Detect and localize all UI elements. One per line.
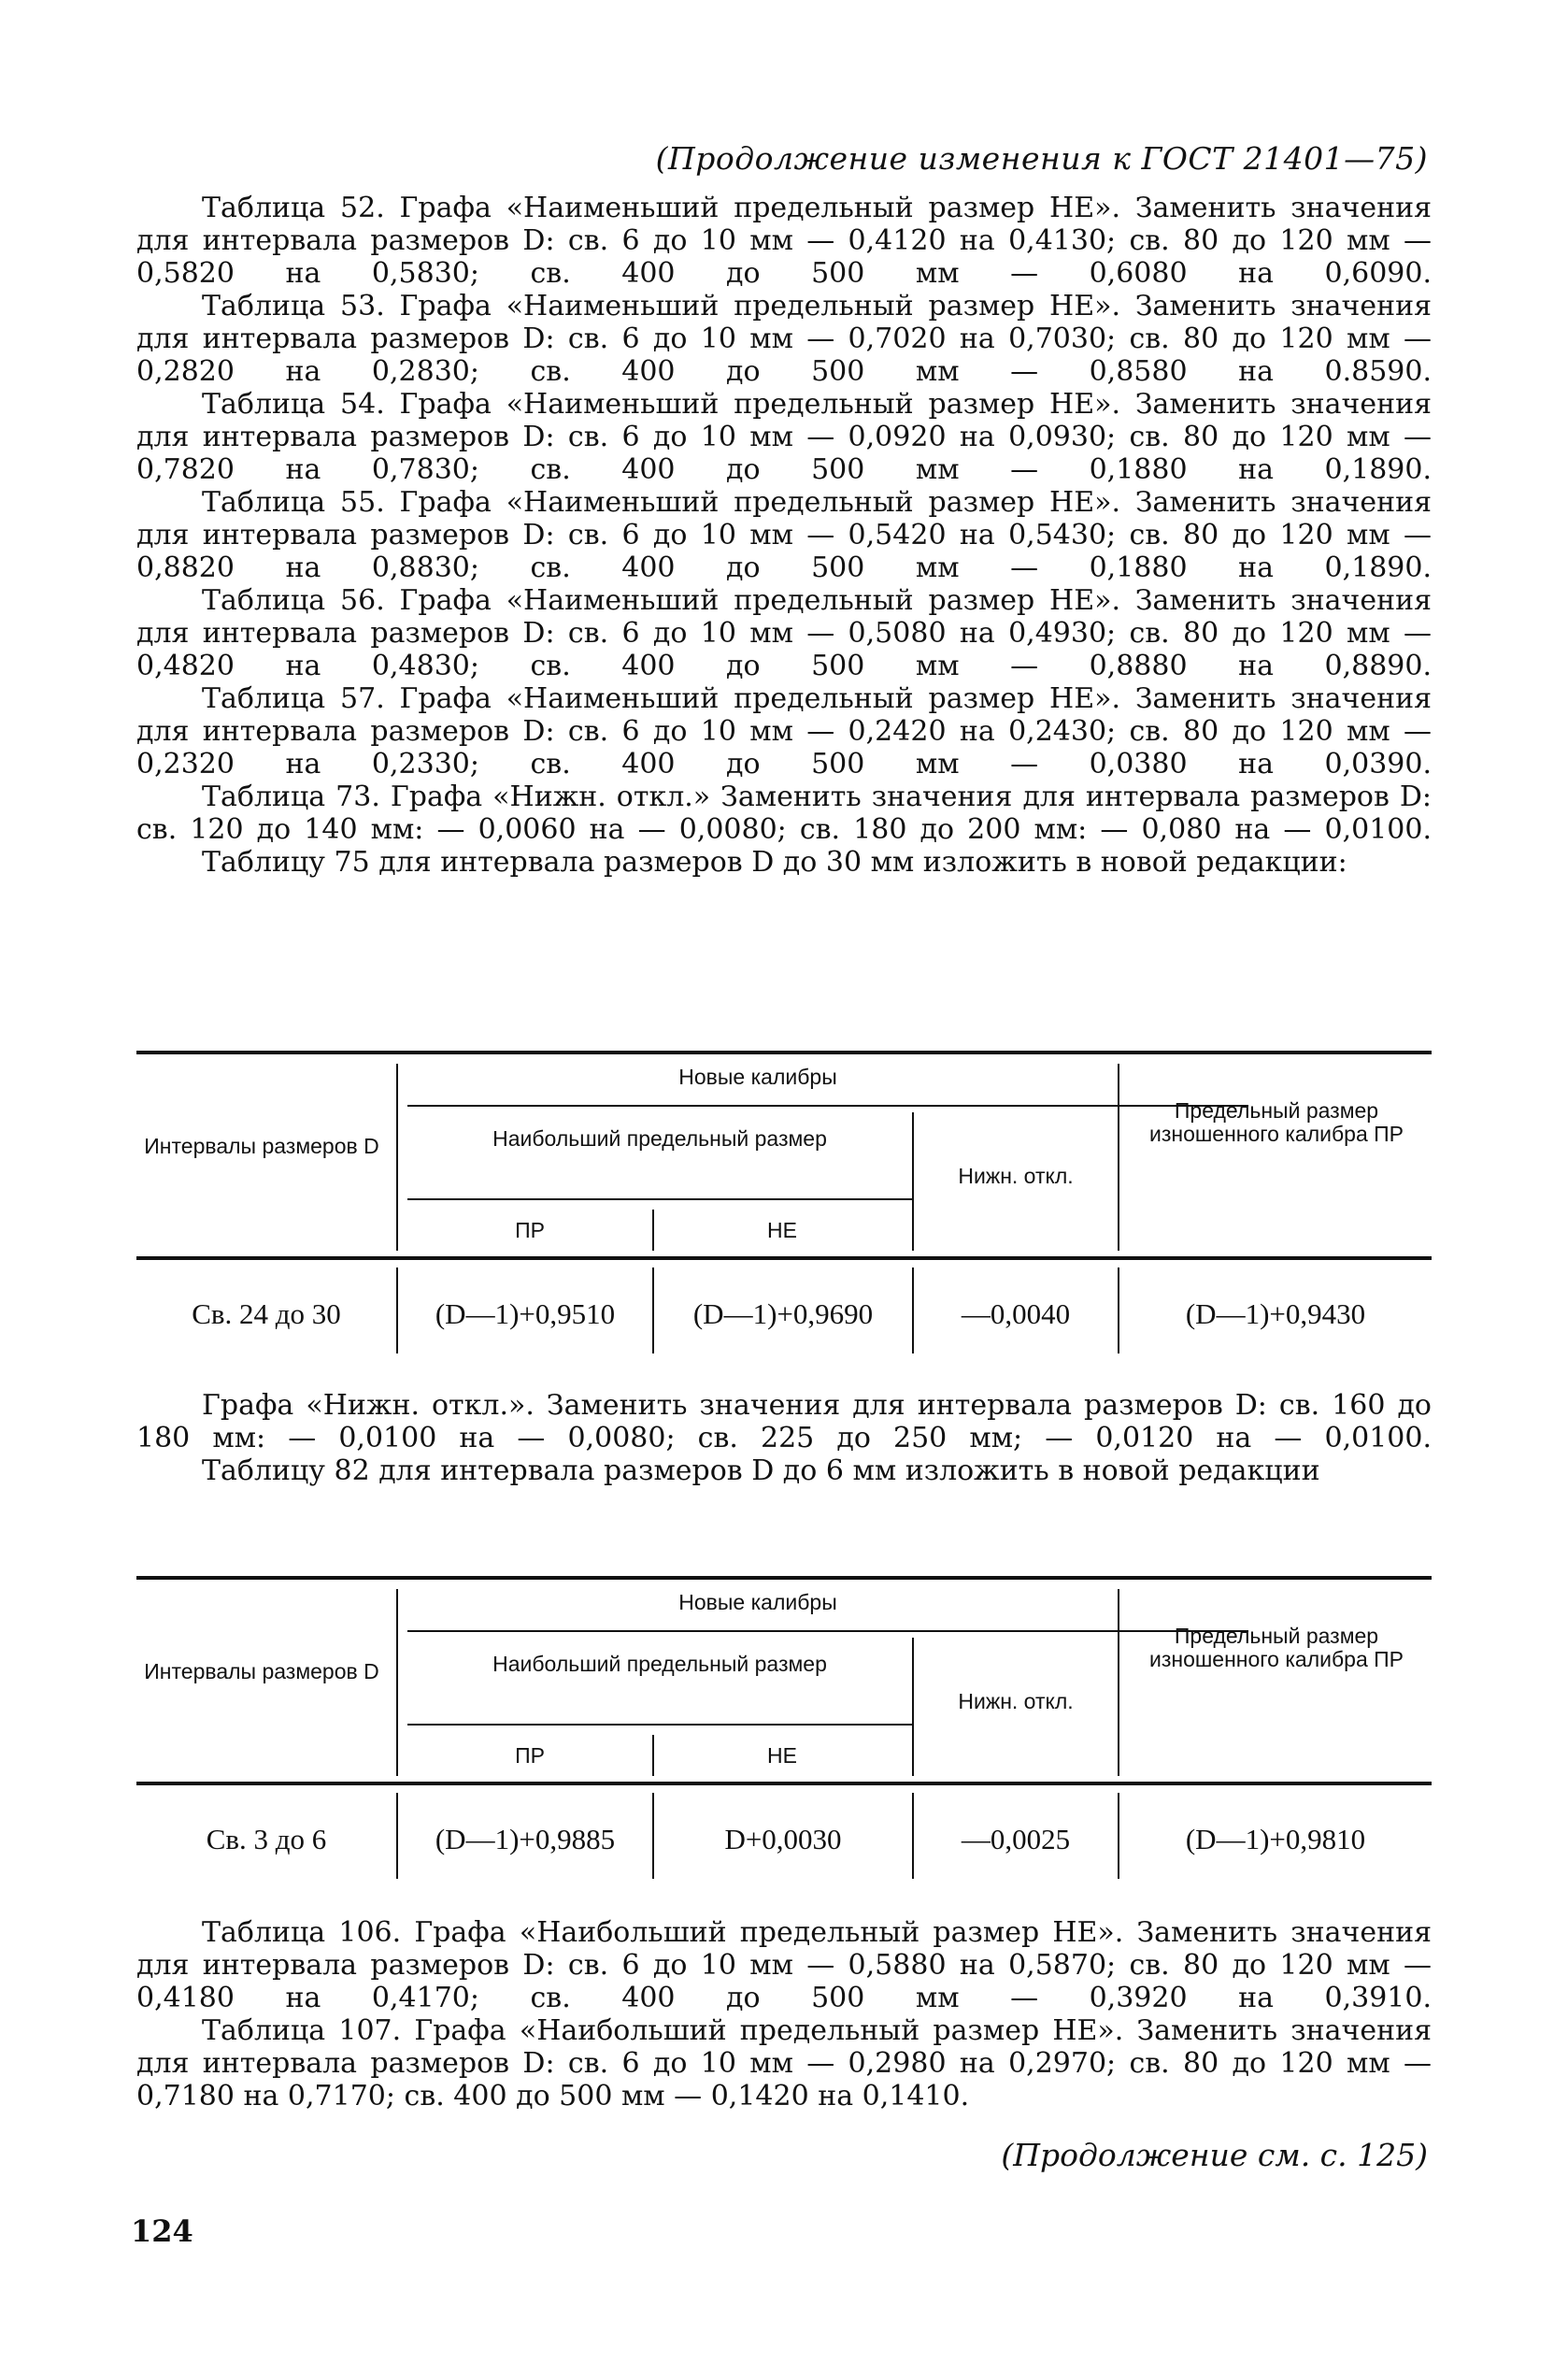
header-lower-deviation: Нижн. откл. bbox=[958, 1689, 1074, 1713]
paragraph-table-106: Таблица 106. Графа «Наибольший предельный размер НЕ». Заменить значения для интервала размеров D: св. 6 до 10 мм — 0,5880 на 0,5870; св. 80 до 120 мм — 0,4180 на 0,4170; св. 400 до 500 мм — 0,3920 на 0,3910. bbox=[136, 1916, 1432, 2014]
page-header: (Продолжение изменения к ГОСТ 21401—75) bbox=[655, 140, 1428, 177]
header-pr: ПР bbox=[515, 1218, 545, 1242]
header-largest-size: Наибольший предельный размер bbox=[492, 1126, 827, 1151]
paragraph-table-55: Таблица 55. Графа «Наименьший предельный размер НЕ». Заменить значения для интервала размеров D: св. 6 до 10 мм — 0,5420 на 0,5430; св. 80 до 120 мм — 0,8820 на 0,8830; св. 400 до 500 мм — 0,1880 на 0,1890. bbox=[136, 486, 1432, 584]
header-worn-gauge: Предельный размер изношенного калибра ПР bbox=[1148, 1624, 1404, 1671]
cell-worn-gauge: (D—1)+0,9810 bbox=[1185, 1823, 1366, 1855]
header-ne: НЕ bbox=[767, 1218, 797, 1242]
header-worn-gauge: Предельный размер изношенного калибра ПР bbox=[1148, 1098, 1404, 1146]
header-largest-size: Наибольший предельный размер bbox=[492, 1652, 827, 1676]
text-block-top bbox=[136, 192, 1432, 879]
cell-lower-deviation: —0,0025 bbox=[961, 1823, 1071, 1855]
paragraph-table-57: Таблица 57. Графа «Наименьший предельный размер НЕ». Заменить значения для интервала размеров D: св. 6 до 10 мм — 0,2420 на 0,2430; св. 80 до 120 мм — 0,2320 на 0,2330; св. 400 до 500 мм — 0,0380 на 0,0390. bbox=[136, 682, 1432, 781]
cell-lower-deviation: —0,0040 bbox=[961, 1297, 1071, 1330]
paragraph-table-54: Таблица 54. Графа «Наименьший предельный размер НЕ». Заменить значения для интервала размеров D: св. 6 до 10 мм — 0,0920 на 0,0930; св. 80 до 120 мм — 0,7820 на 0,7830; св. 400 до 500 мм — 0,1880 на 0,1890. bbox=[136, 388, 1432, 486]
paragraph-table-52: Таблица 52. Графа «Наименьший предельный размер НЕ». Заменить значения для интервала размеров D: св. 6 до 10 мм — 0,4120 на 0,4130; св. 80 до 120 мм — 0,5820 на 0,5830; св. 400 до 500 мм — 0,6080 на 0,6090. bbox=[136, 192, 1432, 290]
cell-ne: D+0,0030 bbox=[724, 1823, 842, 1855]
header-ne: НЕ bbox=[767, 1743, 797, 1768]
header-intervals: Интервалы размеров D bbox=[144, 1659, 379, 1683]
header-lower-deviation: Нижн. откл. bbox=[958, 1164, 1074, 1188]
paragraph-table-82-intro: Таблицу 82 для интервала размеров D до 6 мм изложить в новой редакции bbox=[202, 1454, 1320, 1487]
continuation-note: (Продолжение см. с. 125) bbox=[1001, 2137, 1428, 2173]
paragraph-lower-deviation: Графа «Нижн. откл.». Заменить значения для интервала размеров D: св. 160 до 180 мм: — 0,0100 на — 0,0080; св. 225 до 250 мм; — 0,0120 на — 0,0100. bbox=[136, 1389, 1432, 1454]
cell-pr: (D—1)+0,9885 bbox=[435, 1823, 616, 1855]
paragraph-table-53: Таблица 53. Графа «Наименьший предельный размер НЕ». Заменить значения для интервала размеров D: св. 6 до 10 мм — 0,7020 на 0,7030; св. 80 до 120 мм — 0,2820 на 0,2830; св. 400 до 500 мм — 0,8580 на 0.8590. bbox=[136, 290, 1432, 388]
header-pr: ПР bbox=[515, 1743, 545, 1768]
page-number: 124 bbox=[131, 2213, 193, 2249]
paragraph-table-73: Таблица 73. Графа «Нижн. откл.» Заменить значения для интервала размеров D: св. 120 до 140 мм: — 0,0060 на — 0,0080; св. 180 до 200 мм: — 0,080 на — 0,0100. bbox=[136, 781, 1432, 846]
paragraph-table-107: Таблица 107. Графа «Наибольший предельный размер НЕ». Заменить значения для интервала размеров D: св. 6 до 10 мм — 0,2980 на 0,2970; св. 80 до 120 мм — 0,7180 на 0,7170; св. 400 до 500 мм — 0,1420 на 0,1410. bbox=[136, 2014, 1432, 2112]
cell-pr: (D—1)+0,9510 bbox=[435, 1297, 616, 1330]
text-block-bottom bbox=[136, 1916, 1432, 2112]
cell-interval: Св. 24 до 30 bbox=[192, 1297, 341, 1330]
table-82 bbox=[136, 1576, 1432, 1894]
paragraph-table-75-intro: Таблицу 75 для интервала размеров D до 30 мм изложить в новой редакции: bbox=[202, 846, 1347, 879]
header-new-gauges: Новые калибры bbox=[678, 1590, 837, 1614]
table-75 bbox=[136, 1051, 1432, 1368]
cell-interval: Св. 3 до 6 bbox=[206, 1823, 327, 1855]
cell-ne: (D—1)+0,9690 bbox=[692, 1297, 874, 1330]
header-new-gauges: Новые калибры bbox=[678, 1065, 837, 1089]
header-intervals: Интервалы размеров D bbox=[144, 1134, 379, 1158]
cell-worn-gauge: (D—1)+0,9430 bbox=[1185, 1297, 1366, 1330]
text-block-mid bbox=[136, 1389, 1432, 1487]
paragraph-table-56: Таблица 56. Графа «Наименьший предельный размер НЕ». Заменить значения для интервала размеров D: св. 6 до 10 мм — 0,5080 на 0,4930; св. 80 до 120 мм — 0,4820 на 0,4830; св. 400 до 500 мм — 0,8880 на 0,8890. bbox=[136, 584, 1432, 682]
